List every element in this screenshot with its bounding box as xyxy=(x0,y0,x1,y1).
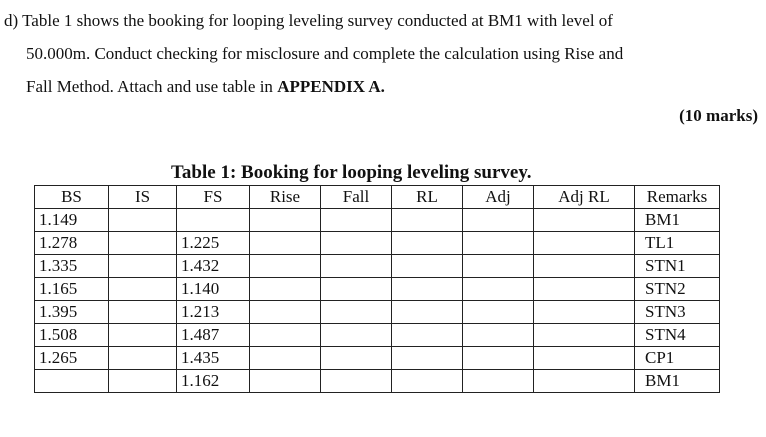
cell-fs: 1.140 xyxy=(177,278,250,301)
header-adj-rl: Adj RL xyxy=(534,186,635,209)
cell-rise xyxy=(250,324,321,347)
cell-adj-rl xyxy=(534,255,635,278)
table-row xyxy=(35,301,720,324)
cell-fs: 1.225 xyxy=(177,232,250,255)
cell-rise xyxy=(250,347,321,370)
table-row xyxy=(35,370,720,393)
question-line-1: d) Table 1 shows the booking for looping leveling survey conducted at BM1 with level of xyxy=(4,11,613,30)
question-line-2: 50.000m. Conduct checking for misclosure and complete the calculation using Rise and xyxy=(26,44,624,63)
header-remarks: Remarks xyxy=(635,186,720,209)
cell-rl xyxy=(392,301,463,324)
cell-is xyxy=(109,255,177,278)
cell-rise xyxy=(250,232,321,255)
cell-rl xyxy=(392,324,463,347)
cell-fs: 1.435 xyxy=(177,347,250,370)
cell-adj xyxy=(463,324,534,347)
cell-rise xyxy=(250,255,321,278)
cell-is xyxy=(109,370,177,393)
cell-adj-rl xyxy=(534,301,635,324)
cell-adj xyxy=(463,232,534,255)
table-row xyxy=(35,278,720,301)
cell-rl xyxy=(392,232,463,255)
cell-fall xyxy=(321,278,392,301)
table-row xyxy=(35,255,720,278)
cell-fall xyxy=(321,347,392,370)
cell-adj-rl xyxy=(534,370,635,393)
cell-remarks: BM1 xyxy=(635,370,720,393)
cell-adj-rl xyxy=(534,278,635,301)
cell-fall xyxy=(321,370,392,393)
cell-fs: 1.487 xyxy=(177,324,250,347)
cell-adj xyxy=(463,347,534,370)
question-line-3-text: Fall Method. Attach and use table in xyxy=(26,77,278,96)
cell-rl xyxy=(392,278,463,301)
cell-is xyxy=(109,232,177,255)
cell-bs: 1.508 xyxy=(35,324,109,347)
cell-rise xyxy=(250,209,321,232)
question-text xyxy=(4,4,762,103)
cell-fall xyxy=(321,209,392,232)
cell-is xyxy=(109,278,177,301)
cell-fs: 1.162 xyxy=(177,370,250,393)
cell-remarks: BM1 xyxy=(635,209,720,232)
cell-is xyxy=(109,209,177,232)
header-rl: RL xyxy=(392,186,463,209)
header-rise: Rise xyxy=(250,186,321,209)
cell-fs: 1.432 xyxy=(177,255,250,278)
cell-adj xyxy=(463,370,534,393)
cell-fall xyxy=(321,324,392,347)
table-title: Table 1: Booking for looping leveling survey. xyxy=(171,162,532,183)
cell-is xyxy=(109,324,177,347)
cell-adj-rl xyxy=(534,347,635,370)
table-row xyxy=(35,209,720,232)
table-row xyxy=(35,324,720,347)
cell-adj-rl xyxy=(534,324,635,347)
cell-adj xyxy=(463,278,534,301)
cell-rise xyxy=(250,278,321,301)
cell-remarks: STN4 xyxy=(635,324,720,347)
cell-adj xyxy=(463,255,534,278)
cell-is xyxy=(109,301,177,324)
cell-rise xyxy=(250,301,321,324)
cell-bs: 1.395 xyxy=(35,301,109,324)
cell-remarks: STN3 xyxy=(635,301,720,324)
appendix-reference: APPENDIX A. xyxy=(277,77,385,96)
cell-bs: 1.165 xyxy=(35,278,109,301)
table-row xyxy=(35,232,720,255)
cell-adj-rl xyxy=(534,232,635,255)
cell-fall xyxy=(321,301,392,324)
header-adj: Adj xyxy=(463,186,534,209)
cell-remarks: CP1 xyxy=(635,347,720,370)
marks-label: (10 marks) xyxy=(679,106,758,125)
header-fs: FS xyxy=(177,186,250,209)
cell-bs xyxy=(35,370,109,393)
header-fall: Fall xyxy=(321,186,392,209)
cell-remarks: STN1 xyxy=(635,255,720,278)
booking-table xyxy=(34,185,720,393)
table-row xyxy=(35,347,720,370)
cell-bs: 1.149 xyxy=(35,209,109,232)
cell-rise xyxy=(250,370,321,393)
cell-fall xyxy=(321,255,392,278)
cell-bs: 1.265 xyxy=(35,347,109,370)
cell-bs: 1.278 xyxy=(35,232,109,255)
cell-adj-rl xyxy=(534,209,635,232)
cell-is xyxy=(109,347,177,370)
cell-fs xyxy=(177,209,250,232)
cell-fs: 1.213 xyxy=(177,301,250,324)
cell-rl xyxy=(392,255,463,278)
cell-remarks: TL1 xyxy=(635,232,720,255)
cell-adj xyxy=(463,209,534,232)
cell-rl xyxy=(392,370,463,393)
cell-rl xyxy=(392,347,463,370)
table-header-row xyxy=(35,186,720,209)
header-bs: BS xyxy=(35,186,109,209)
question-line-3 xyxy=(4,70,762,103)
cell-fall xyxy=(321,232,392,255)
cell-bs: 1.335 xyxy=(35,255,109,278)
header-is: IS xyxy=(109,186,177,209)
cell-remarks: STN2 xyxy=(635,278,720,301)
cell-rl xyxy=(392,209,463,232)
cell-adj xyxy=(463,301,534,324)
